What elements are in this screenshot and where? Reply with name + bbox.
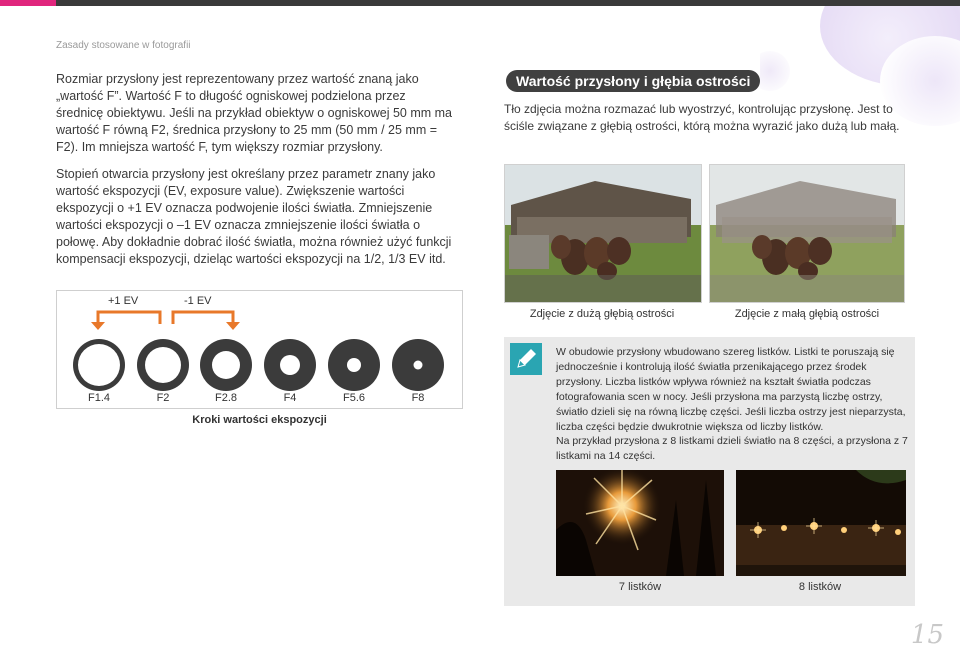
aperture-f8-icon xyxy=(392,339,444,391)
night-photo-8-blades xyxy=(736,470,906,576)
top-bar-accent xyxy=(0,0,56,6)
section-title: Wartość przysłony i głębia ostrości xyxy=(506,70,760,92)
fstop-label: F4 xyxy=(283,392,297,404)
night-photo-7-caption: 7 listków xyxy=(618,581,662,593)
ev-paragraph: Stopień otwarcia przysłony jest określany przez parametr znany jako wartość ekspozycji (EV, exposure value). Zwiększenie wartości ekspozycji o +1 EV oznacza podwojenie ilości światła. Zmniejszenie wartości ekspozycji o –1 EV oznacza zmniejszenie ilości światła o połowę. Aby dokładnie dobrać ilość światła, można również użyć funkcji kompensacji ekspozycji, dzieląc wartości ekspozycji na 1/2, 1/3 EV itd. xyxy=(56,167,452,266)
aperture-f1-4-icon xyxy=(73,339,125,391)
aperture-f4-icon xyxy=(264,339,316,391)
ev-minus-label: -1 EV xyxy=(184,295,212,307)
aperture-f2-8-icon xyxy=(200,339,252,391)
fstop-label: F2 xyxy=(156,392,170,404)
aperture-f5-6-icon xyxy=(328,339,380,391)
photo-deep-focus-caption: Zdjęcie z dużą głębią ostrości xyxy=(529,308,675,320)
page-number: 15 xyxy=(910,620,944,650)
fstop-label: F8 xyxy=(411,392,425,404)
breadcrumb: Zasady stosowane w fotografii xyxy=(56,40,191,51)
ev-diagram-caption: Kroki wartości ekspozycji xyxy=(192,414,327,426)
photo-shallow-focus xyxy=(709,164,905,303)
fstop-label: F1.4 xyxy=(87,392,110,404)
night-photo-8-caption: 8 listków xyxy=(798,581,842,593)
fstop-label: F2.8 xyxy=(214,392,237,404)
note-text-example: Na przykład przysłona z 8 listkami dzieli światło na 8 części, a przysłona z 7 listkami na 14 części. xyxy=(556,435,908,462)
pencil-note-icon xyxy=(510,343,542,375)
note-text-blades: W obudowie przysłony wbudowano szereg listków. Listki te poruszają się jednocześnie i kontrolują ilość światła przenikającego przez środek przysłony. Liczba listków wpływa również na kształt światła podczas fotografowania scen w nocy. Jeśli przysłona ma parzystą liczbę ostrzy, światło dzieli się na równą liczbę części. Jeśli liczba ostrzy jest nieparzysta, liczba części będzie dwukrotnie większa od liczby listków. xyxy=(556,346,906,433)
photo-shallow-focus-caption: Zdjęcie z małą głębią ostrości xyxy=(734,308,880,320)
photo-deep-focus xyxy=(504,164,702,303)
fstop-label: F5.6 xyxy=(342,392,365,404)
aperture-f2-icon xyxy=(137,339,189,391)
night-photo-7-blades xyxy=(556,470,724,576)
aperture-paragraph: Rozmiar przysłony jest reprezentowany przez wartość znaną jako „wartość F”. Wartość F to długość ogniskowej podzielona przez średnicę obiektywu. Jeśli na przykład obiektyw o ogniskowej 50 mm ma wartość F równą F2, średnica przysłony to 25 mm (50 mm / 25 mm = F2). Im mniejsza wartość F, tym większy rozmiar przysłony. xyxy=(56,72,453,154)
depth-intro: Tło zdjęcia można rozmazać lub wyostrzyć, kontrolując przysłonę. Jest to ściśle związane z głębią ostrości, którą można wyrazić jako dużą lub małą. xyxy=(504,102,900,133)
ev-plus-label: +1 EV xyxy=(108,295,139,307)
